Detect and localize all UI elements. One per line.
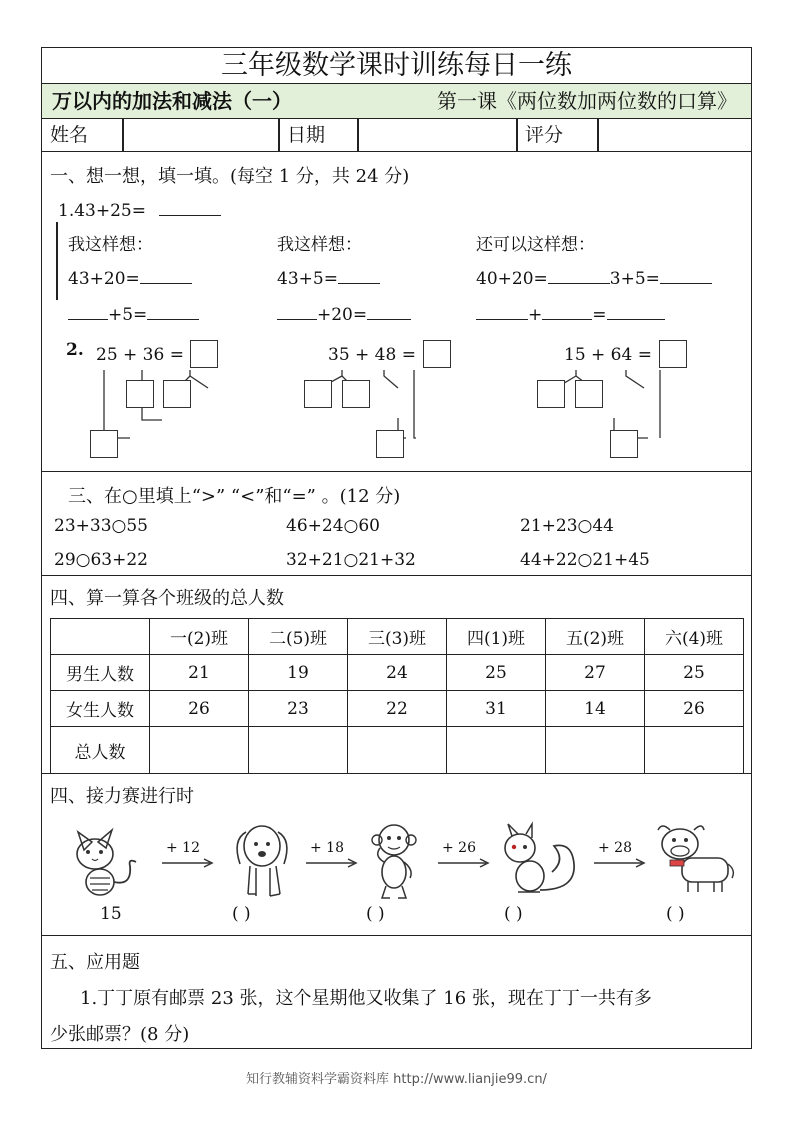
compare-item-3[interactable]: 21+23○44	[520, 516, 614, 536]
name-field[interactable]	[123, 119, 278, 152]
relay-answer-3[interactable]: ( )	[504, 904, 523, 924]
lesson-title: 第一课《两位数加两位数的口算》	[437, 89, 737, 113]
section1-heading: 一、想一想，填一填。(每空 1 分，共 24 分)	[50, 166, 410, 187]
col3-blank4[interactable]	[542, 302, 592, 320]
table-cell: 14	[546, 691, 645, 727]
table-row	[51, 619, 744, 655]
table-cell: 22	[348, 691, 447, 727]
table-cell: 25	[447, 655, 546, 691]
section6-heading: 五、应用题	[50, 952, 140, 973]
worksheet	[41, 47, 752, 1049]
cat-icon	[68, 822, 148, 898]
section-class-totals	[42, 576, 751, 774]
relay-step-4: + 28	[598, 840, 632, 856]
score-label: 评分	[525, 124, 564, 146]
tree2-box-c[interactable]	[376, 430, 404, 458]
table-cell: 23	[249, 691, 348, 727]
col1-line2: +5=	[108, 305, 148, 325]
col3-eq: =	[592, 305, 607, 325]
col1-blank2[interactable]	[68, 302, 108, 320]
unit-title: 万以内的加法和减法（一）	[52, 89, 292, 113]
q2-number: 2.	[66, 340, 84, 360]
row-label: 总人数	[51, 727, 150, 774]
subtitle-bar	[42, 84, 751, 119]
section-word-problem	[42, 936, 751, 1050]
table-cell: 26	[150, 691, 249, 727]
total-cell[interactable]	[645, 727, 744, 774]
total-cell[interactable]	[249, 727, 348, 774]
table-row	[51, 655, 744, 691]
arrow-right-icon	[304, 858, 360, 868]
footer-watermark: 知行教辅资料学霸资料库 http://www.lianjie99.cn/	[246, 1072, 547, 1087]
tree3-box-c[interactable]	[610, 430, 638, 458]
relay-answer-4[interactable]: ( )	[666, 904, 685, 924]
score-field[interactable]	[598, 119, 748, 152]
col2-line1: 43+5=	[277, 269, 338, 289]
table-row	[51, 727, 744, 774]
col3-blank1[interactable]	[548, 266, 610, 284]
tree3-box-b[interactable]	[575, 380, 603, 408]
tree1-box-c[interactable]	[90, 430, 118, 458]
table-cell: 19	[249, 655, 348, 691]
section-compare	[42, 472, 751, 576]
total-cell[interactable]	[546, 727, 645, 774]
total-cell[interactable]	[447, 727, 546, 774]
tree2-expression: 35 + 48 =	[328, 345, 416, 365]
relay-start-value: 15	[100, 904, 122, 924]
section3-heading: 三、在○里填上“>” “<”和“=” 。(12 分)	[68, 486, 401, 507]
compare-item-5[interactable]: 32+21○21+32	[286, 550, 416, 570]
col3-line1a: 40+20=	[476, 269, 548, 289]
arrow-right-icon	[436, 858, 492, 868]
dog-icon	[226, 820, 300, 900]
col3-line1b: 3+5=	[609, 269, 660, 289]
monkey-icon	[362, 820, 426, 902]
relay-answer-1[interactable]: ( )	[232, 904, 251, 924]
col1-blank3[interactable]	[147, 302, 199, 320]
word-problem-line2: 少张邮票？(8 分)	[50, 1024, 190, 1045]
col3-blank3[interactable]	[476, 302, 528, 320]
col2-blank2[interactable]	[277, 302, 317, 320]
section-relay	[42, 774, 751, 936]
table-cell: 25	[645, 655, 744, 691]
tree1-box-a[interactable]	[126, 380, 154, 408]
col1-blank1[interactable]	[140, 266, 192, 284]
section-fill-in	[42, 152, 751, 472]
table-cell: 31	[447, 691, 546, 727]
table-header: 三(3)班	[348, 619, 447, 655]
arrow-right-icon	[592, 858, 648, 868]
word-problem-line1: 1.丁丁原有邮票 23 张，这个星期他又收集了 16 张，现在丁丁一共有多	[80, 988, 652, 1009]
relay-step-3: + 26	[442, 840, 476, 856]
tree2-box-b[interactable]	[342, 380, 370, 408]
col3-title: 还可以这样想：	[476, 235, 595, 255]
date-label: 日期	[287, 124, 326, 146]
table-cell: 24	[348, 655, 447, 691]
relay-step-2: + 18	[310, 840, 344, 856]
name-label: 姓名	[50, 124, 89, 146]
tree3-expression: 15 + 64 =	[564, 345, 652, 365]
section4-heading: 四、算一算各个班级的总人数	[50, 588, 284, 609]
total-cell[interactable]	[348, 727, 447, 774]
table-row	[51, 691, 744, 727]
col2-title: 我这样想：	[277, 235, 362, 255]
col3-blank5[interactable]	[607, 302, 665, 320]
row-label: 男生人数	[51, 655, 150, 691]
class-table	[50, 618, 744, 774]
arrow-right-icon	[160, 858, 216, 868]
table-cell: 26	[645, 691, 744, 727]
tree1-expression: 25 + 36 =	[96, 345, 184, 365]
row-label: 女生人数	[51, 691, 150, 727]
squirrel-icon	[496, 820, 578, 900]
q1-answer-blank[interactable]	[159, 198, 221, 216]
col3-plus: +	[528, 305, 543, 325]
tree3-box-a[interactable]	[537, 380, 565, 408]
col2-blank1[interactable]	[338, 266, 380, 284]
col2-line2: +20=	[317, 305, 368, 325]
table-header: 一(2)班	[150, 619, 249, 655]
col1-title: 我这样想：	[68, 235, 153, 255]
table-cell: 27	[546, 655, 645, 691]
cow-icon	[652, 820, 738, 896]
compare-item-1[interactable]: 23+33○55	[54, 516, 148, 536]
table-header: 二(5)班	[249, 619, 348, 655]
page-title: 三年级数学课时训练每日一练	[42, 48, 751, 84]
tree2-box-a[interactable]	[304, 380, 332, 408]
relay-answer-2[interactable]: ( )	[366, 904, 385, 924]
table-header: 六(4)班	[645, 619, 744, 655]
col3-blank2[interactable]	[660, 266, 712, 284]
date-field[interactable]	[358, 119, 516, 152]
bracket-line	[56, 222, 58, 300]
table-cell: 21	[150, 655, 249, 691]
col2-blank3[interactable]	[367, 302, 411, 320]
table-header: 五(2)班	[546, 619, 645, 655]
table-corner	[51, 619, 150, 655]
compare-item-4[interactable]: 29○63+22	[54, 550, 148, 570]
relay-step-1: + 12	[166, 840, 200, 856]
section5-heading: 四、接力赛进行时	[50, 786, 194, 807]
info-row	[42, 119, 751, 152]
compare-item-2[interactable]: 46+24○60	[286, 516, 380, 536]
tree1-box-b[interactable]	[163, 380, 191, 408]
total-cell[interactable]	[150, 727, 249, 774]
table-header: 四(1)班	[447, 619, 546, 655]
col1-line1: 43+20=	[68, 269, 140, 289]
compare-item-6[interactable]: 44+22○21+45	[520, 550, 650, 570]
q1-expression: 1.43+25=	[58, 201, 146, 221]
